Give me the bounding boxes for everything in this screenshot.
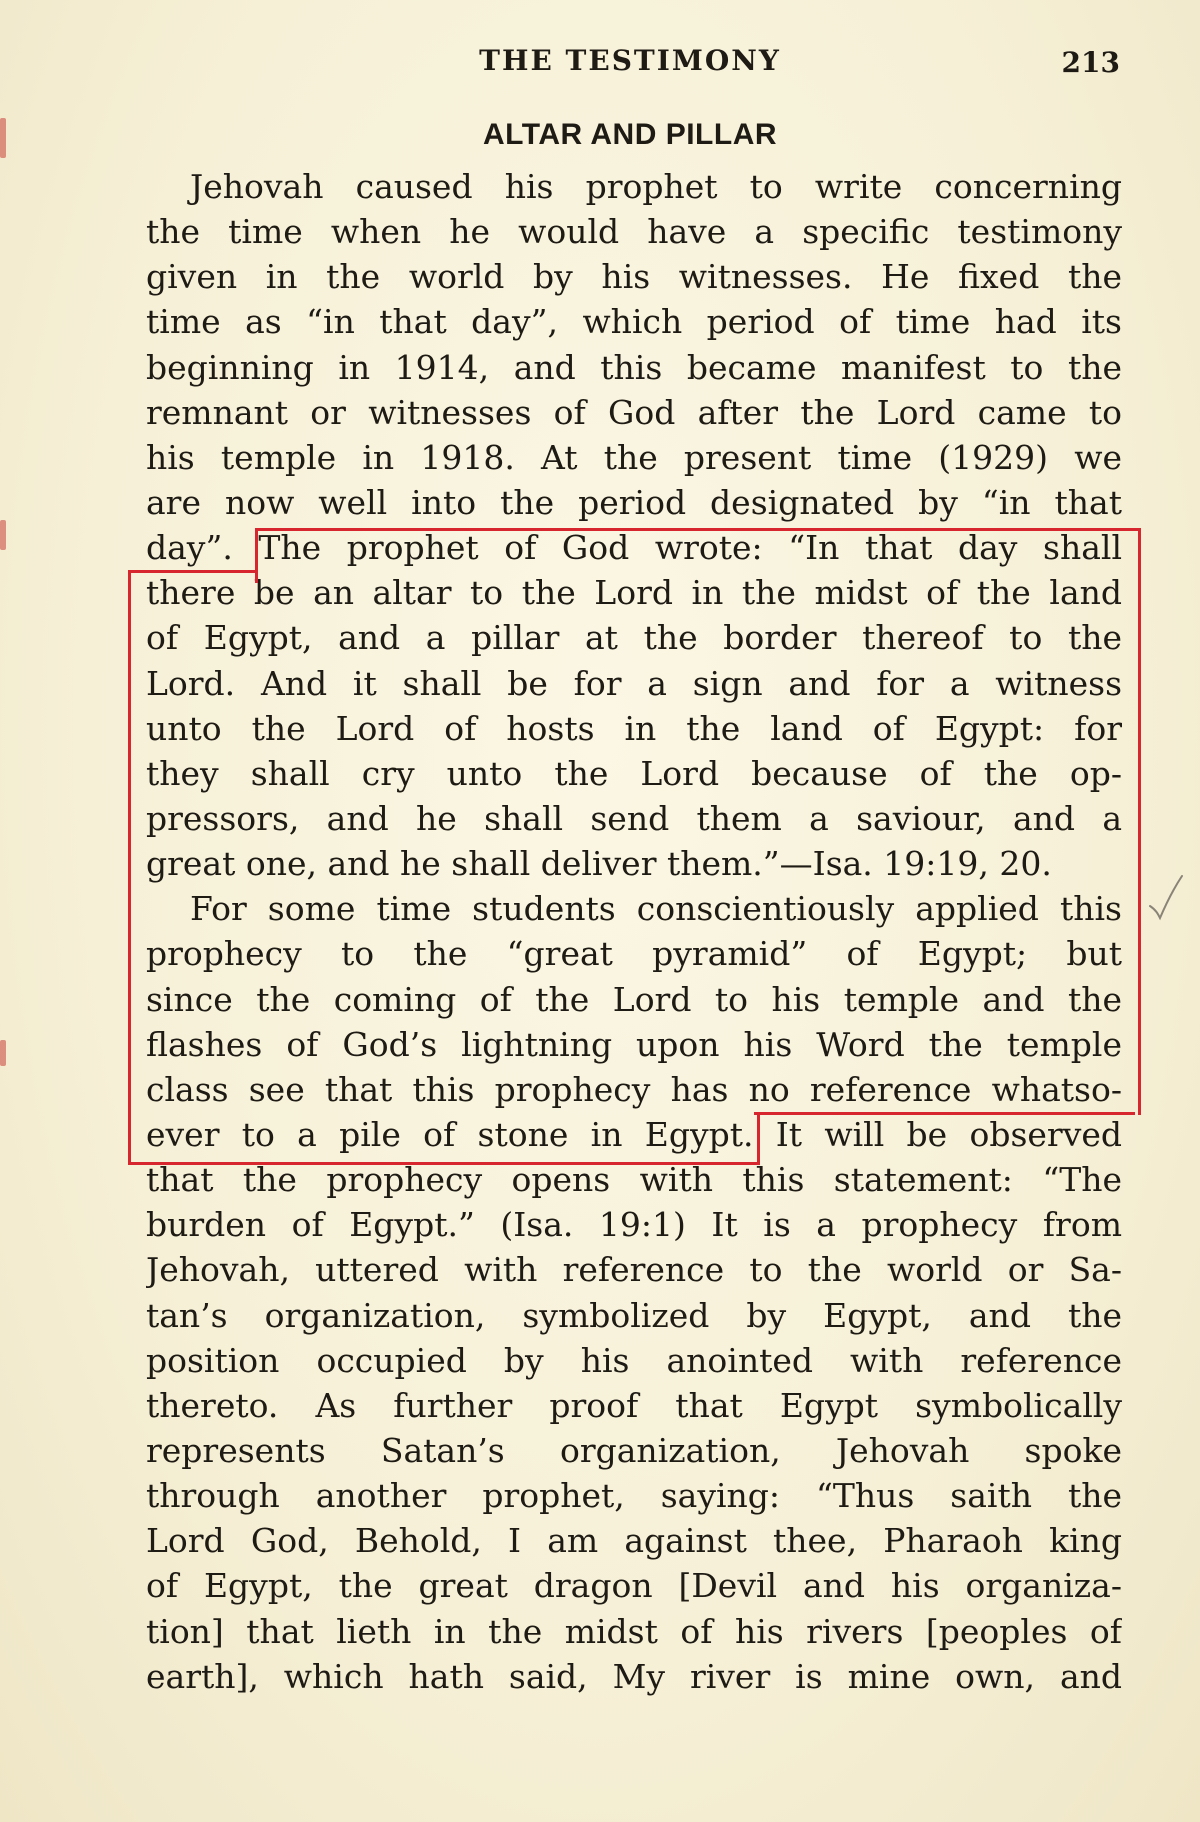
text-line: there be an altar to the Lord in the midst of the land: [146, 573, 1122, 613]
text-line: Jehovah caused his prophet to write concerning: [190, 167, 1122, 206]
text-line: tion] that lieth in the midst of his rivers [peoples of: [146, 1611, 1122, 1651]
page-number: 213: [1061, 46, 1120, 79]
text-line: Lord. And it shall be for a sign and for a witness: [146, 663, 1122, 703]
text-line: of Egypt, and a pillar at the border thereof to the: [146, 618, 1122, 658]
text-line: flashes of God’s lightning upon his Word the temple: [146, 1024, 1122, 1064]
text-line: beginning in 1914, and this became manifest to the: [146, 347, 1122, 387]
text-line: through another prophet, saying: “Thus saith the: [146, 1476, 1122, 1516]
text-line: represents Satan’s organization, Jehovah spoke: [146, 1430, 1122, 1470]
text-line: remnant or witnesses of God after the Lord came to: [146, 392, 1122, 432]
text-line: burden of Egypt.” (Isa. 19:1) It is a prophecy from: [146, 1205, 1122, 1245]
text-line: unto the Lord of hosts in the land of Egypt: for: [146, 708, 1122, 748]
text-line: are now well into the period designated by “in that: [146, 482, 1122, 522]
text-line: given in the world by his witnesses. He fixed the: [146, 257, 1122, 297]
text-line: since the coming of the Lord to his temple and the: [146, 979, 1122, 1019]
text-line: For some time students conscientiously applied this: [190, 889, 1122, 929]
text-line: pressors, and he shall send them a saviour, and a: [146, 798, 1122, 838]
text-line: his temple in 1918. At the present time (1929) we: [146, 437, 1122, 477]
text-line: time as “in that day”, which period of time had its: [146, 302, 1122, 342]
red-edge-mark-top: [0, 118, 6, 158]
red-edge-mark-bottom: [0, 1040, 6, 1066]
text-line: earth], which hath said, My river is mine own, and: [146, 1656, 1122, 1696]
text-line: Lord God, Behold, I am against thee, Pharaoh king: [146, 1521, 1122, 1561]
text-line: they shall cry unto the Lord because of the op-: [146, 753, 1122, 793]
pencil-tick-mark: [1148, 872, 1184, 928]
text-line: position occupied by his anointed with reference: [146, 1340, 1122, 1380]
text-line: day”. The prophet of God wrote: “In that day shall: [146, 528, 1122, 568]
text-line: tan’s organization, symbolized by Egypt, and the: [146, 1295, 1122, 1335]
text-line: prophecy to the “great pyramid” of Egypt; but: [146, 934, 1122, 974]
text-line: great one, and he shall deliver them.”—Isa. 19:19, 20.: [146, 844, 1052, 884]
text-line: that the prophecy opens with this statement: “The: [146, 1160, 1122, 1200]
running-title: THE TESTIMONY: [479, 44, 781, 77]
red-edge-mark-middle: [0, 520, 6, 550]
text-line: the time when he would have a specific testimony: [146, 212, 1122, 252]
text-line: Jehovah, uttered with reference to the world or Sa-: [146, 1250, 1122, 1290]
text-line: class see that this prophecy has no reference whatso-: [146, 1069, 1122, 1109]
running-head: [140, 44, 1120, 84]
body-text: [146, 164, 1122, 1699]
text-line: ever to a pile of stone in Egypt. It will be observed: [146, 1114, 1122, 1154]
text-line: thereto. As further proof that Egypt symbolically: [146, 1385, 1122, 1425]
section-heading: ALTAR AND PILLAR: [482, 118, 778, 151]
text-line: of Egypt, the great dragon [Devil and his organiza-: [146, 1566, 1122, 1606]
